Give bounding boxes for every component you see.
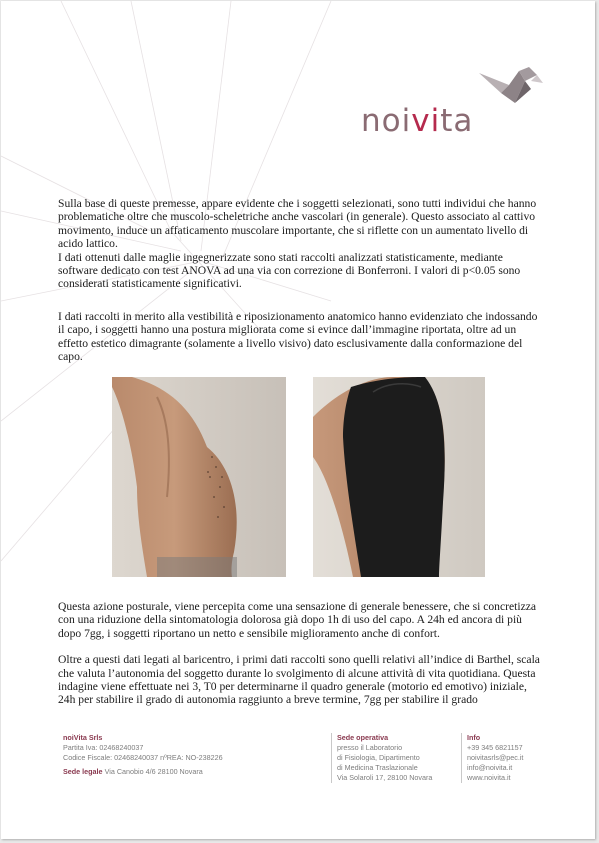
document-page [1,1,595,839]
photo-before-image [112,377,286,577]
photo-before [112,377,286,577]
paragraph-barthel: Oltre a questi dati legati al baricentro, i primi dati raccolti sono quelli relativi all’indice di Barthel, scala che valuta l’autonomia del soggetto durante lo svolgimento di alcune attività di vita quotidiana. Questa indagine viene effettuate nei 3, T0 per determinarne il quadro generale (motorio ed emotivo) iniziale, 24h per stabilire il grado di autonomia raggiunto a breve termine, 7gg per stabilire il grado [58,653,540,707]
brand-accent: vi [411,103,441,139]
brand-prefix: noi [361,103,412,139]
footer-vat: Partita Iva: 02468240037 [63,743,144,752]
footer-ops-line: di Fisiologia, Dipartimento [337,753,420,762]
paragraph-azione-posturale: Questa azione posturale, viene percepita come una sensazione di generale benessere, che si concretizza con una riduzione della sintomatologia dolorosa già dopo 1h di uso del capo. A 24h ed ancora di più dopo 7gg, i soggetti riportano un netto e sensibile miglioramento anche di confort. [58,600,537,640]
paragraph-vestibilita: I dati raccolti in merito alla vestibilità e riposizionamento anatomico hanno evidenziato che indossando il capo, i soggetti hanno una postura migliorata come si evince dall’immagine riportata, oltre ad un effetto estetico dimagrante (solamente a livello visivo) dato esclusivamente dalla conformazione del capo. [58,310,538,364]
footer-divider [331,733,332,783]
footer-company-col [63,733,223,777]
footer-info-col [467,733,523,783]
text-block-1 [58,197,543,291]
footer-company-name: noiVita Srls [63,733,103,742]
footer-operative-title: Sede operativa [337,733,389,742]
footer-divider [461,733,462,783]
footer-legal-address [63,767,223,777]
footer [1,733,595,793]
footer-ops-line: di Medicina Traslazionale [337,763,418,772]
footer-legal-value: Via Canobio 4/6 28100 Novara [104,767,203,776]
footer-ops-line: Via Solaroli 17, 28100 Novara [337,773,433,782]
photo-after [313,377,485,577]
footer-fiscal-code: Codice Fiscale: 02468240037 nºREA: NO-238226 [63,753,223,762]
noivita-logo [361,63,551,143]
paragraph-statistica: I dati ottenuti dalle maglie ingegnerizzate sono stati raccolti analizzati statisticamente, mediante software dedicato con test ANOVA ad una via con correzione di Bonferroni. I valori di p<0.05 sono considerati statisticamente significativi. [58,250,521,291]
origami-bird-logo-icon [479,63,543,109]
brand-wordmark [361,103,473,139]
text-block-3 [58,600,543,720]
footer-legal-label: Sede legale [63,767,103,776]
brand-suffix: ta [440,103,474,139]
photo-after-image [313,377,485,577]
paragraph-premesse: Sulla base di queste premesse, appare evidente che i soggetti selezionati, sono tutti individui che hanno problematiche oltre che muscolo-scheletriche anche vascolari (in generale). Questo associato al cattivo movimento, induce un affaticamento muscolare importante, che si riflette con un aumentato livello di acido lattico. [58,197,537,251]
footer-website: www.noivita.it [467,773,511,782]
footer-email: info@noivita.it [467,763,513,772]
text-block-2 [58,310,543,364]
footer-phone: +39 345 6821157 [467,743,523,752]
footer-pec: noivitasrls@pec.it [467,753,524,762]
footer-info-title: Info [467,733,481,742]
footer-operative-col [337,733,432,783]
footer-ops-line: presso il Laboratorio [337,743,403,752]
